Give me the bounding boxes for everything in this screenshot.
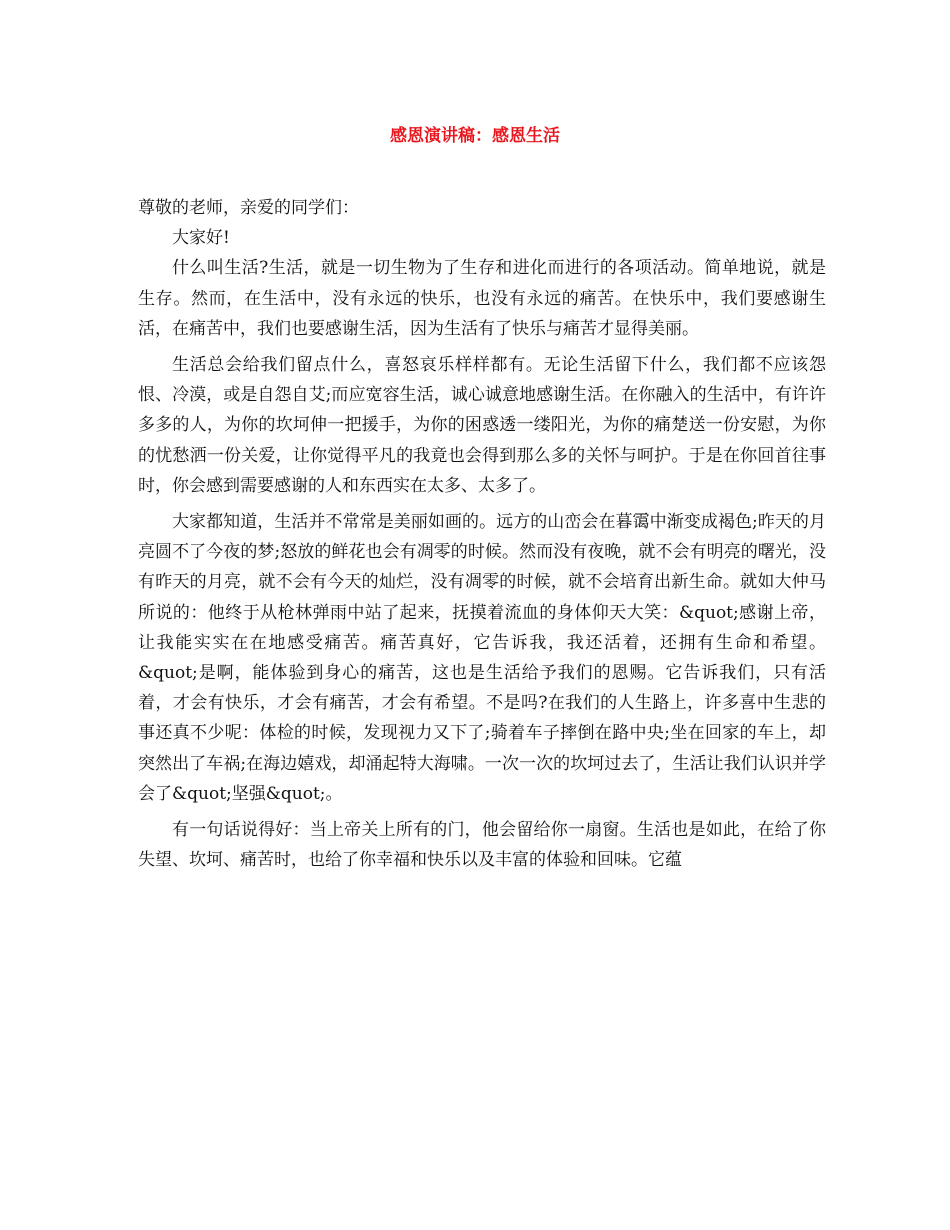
greeting: 大家好! (172, 228, 230, 249)
document-body (138, 193, 826, 875)
paragraph-1: 什么叫生活?生活，就是一切生物为了生存和进化而进行的各项活动。简单地说，就是生存。然而，在生活中，没有永远的快乐，也没有永远的痛苦。在快乐中，我们要感谢生活，在痛苦中，我们也要感谢生活，因为生活有了快乐与痛苦才显得美丽。 (138, 258, 826, 339)
paragraph-3: 大家都知道，生活并不常常是美丽如画的。远方的山峦会在暮霭中渐变成褐色;昨天的月亮圆不了今夜的梦;怒放的鲜花也会有凋零的时候。然而没有夜晚，就不会有明亮的曙光，没有昨天的月亮，就不会有今天的灿烂，没有凋零的时候，就不会培育出新生命。就如大仲马所说的：他终于从枪林弹雨中站了起来，抚摸着流血的身体仰天大笑：&quot;感谢上帝，让我能实实在在地感受痛苦。痛苦真好，它告诉我，我还活着，还拥有生命和希望。&quot;是啊，能体验到身心的痛苦，这也是生活给予我们的恩赐。它告诉我们，只有活着，才会有快乐，才会有痛苦，才会有希望。不是吗?在我们的人生路上，许多喜中生悲的事还真不少呢：体检的时候，发现视力又下了;骑着车子摔倒在路中央;坐在回家的车上，却突然出了车祸;在海边嬉戏，却涌起特大海啸。一次一次的坎坷过去了，生活让我们认识并学会了&quot;坚强&quot;。 (138, 512, 826, 804)
paragraph-2: 生活总会给我们留点什么，喜怒哀乐样样都有。无论生活留下什么，我们都不应该怨恨、冷漠，或是自怨自艾;而应宽容生活，诚心诚意地感谢生活。在你融入的生活中，有许许多多的人，为你的坎坷伸一把援手，为你的困惑透一缕阳光，为你的痛楚送一份安慰，为你的忧愁洒一份关爱，让你觉得平凡的我竟也会得到那么多的关怀与呵护。于是在你回首往事时，你会感到需要感谢的人和东西实在太多、太多了。 (138, 355, 826, 496)
salutation: 尊敬的老师，亲爱的同学们： (138, 198, 359, 218)
paragraph-4: 有一句话说得好：当上帝关上所有的门，他会留给你一扇窗。生活也是如此，在给了你失望、坎坷、痛苦时，也给了你幸福和快乐以及丰富的体验和回味。它蕴 (138, 820, 826, 871)
document-title: 感恩演讲稿：感恩生活 (390, 126, 560, 146)
